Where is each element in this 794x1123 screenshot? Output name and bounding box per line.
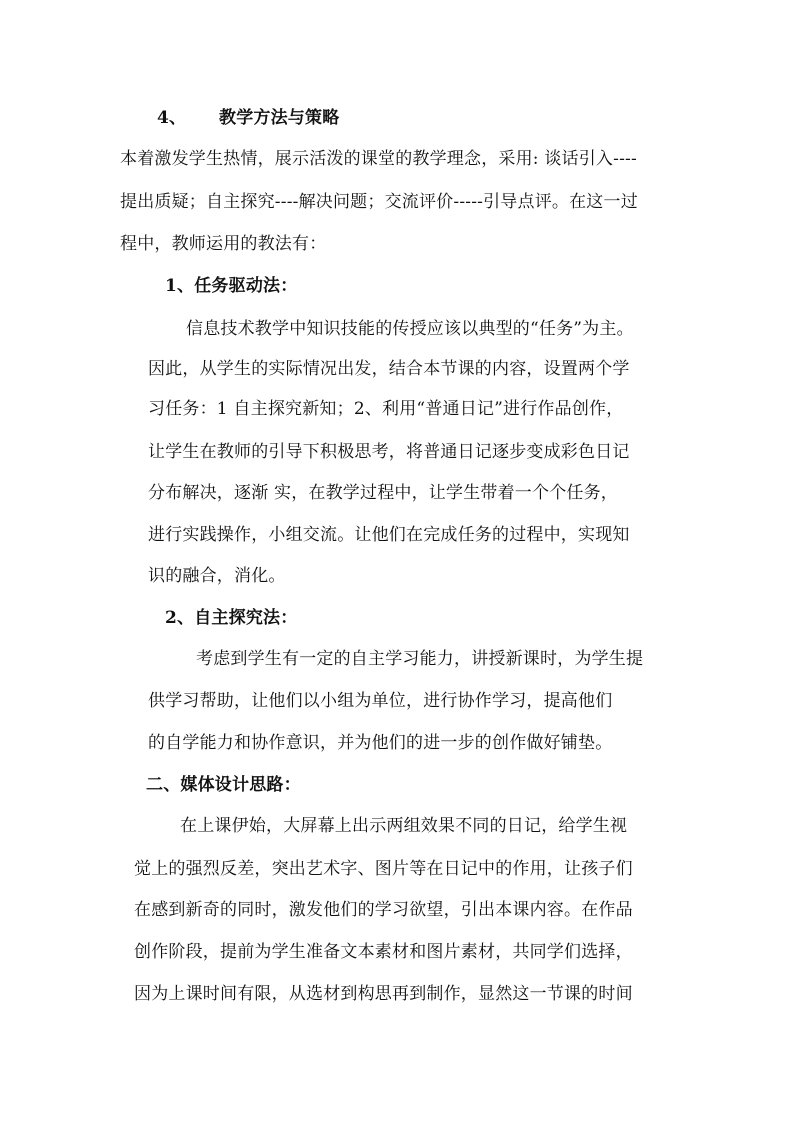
method-2-line-2: 供学习帮助，让他们以小组为单位，进行协作学习，提高他们 bbox=[148, 691, 613, 711]
media-line-4: 创作阶段，提前为学生准备文本素材和图片素材，共同学们选择， bbox=[134, 942, 633, 962]
intro-line-1: 本着激发学生热情，展示活泼的课堂的教学理念，采用: 谈话引入---- bbox=[120, 149, 637, 169]
media-line-3: 在感到新奇的同时，激发他们的学习欲望，引出本课内容。在作品 bbox=[134, 900, 633, 920]
method-1-line-4: 让学生在教师的引导下积极思考，将普通日记逐步变成彩色日记 bbox=[148, 442, 630, 462]
method-1-line-5: 分布解决，逐渐 实，在教学过程中，让学生带着一个个任务， bbox=[148, 483, 619, 503]
method-1-line-1: 信息技术教学中知识技能的传授应该以典型的“任务”为主。 bbox=[186, 319, 634, 339]
media-line-2: 觉上的强烈反差，突出艺术字、图片等在日记中的作用，让孩子们 bbox=[134, 859, 633, 879]
intro-line-3: 程中，教师运用的教法有： bbox=[120, 234, 327, 254]
media-line-1: 在上课伊始，大屏幕上出示两组效果不同的日记，给学生视 bbox=[180, 816, 628, 836]
media-line-5: 因为上课时间有限，从选材到构思再到制作，显然这一节课的时间 bbox=[134, 984, 633, 1004]
method-1-title: 1、任务驱动法： bbox=[165, 276, 298, 296]
method-1-line-3: 习任务：1 自主探究新知；2、利用“普通日记”进行作品创作， bbox=[148, 399, 624, 419]
section-4-number: 4、 bbox=[157, 108, 187, 128]
intro-line-2: 提出质疑；自主探究----解决问题；交流评价-----引导点评。在这一过 bbox=[120, 192, 638, 212]
method-1-line-2: 因此，从学生的实际情况出发，结合本节课的内容，设置两个学 bbox=[148, 359, 630, 379]
media-section-title: 二、媒体设计思路： bbox=[146, 775, 301, 795]
method-2-line-3: 的自学能力和协作意识，并为他们的进一步的创作做好铺垫。 bbox=[148, 733, 613, 753]
method-2-title: 2、自主探究法： bbox=[165, 608, 298, 628]
section-4-heading bbox=[157, 107, 339, 129]
section-4-title: 教学方法与策略 bbox=[219, 108, 340, 128]
method-1-line-6: 进行实践操作，小组交流。让他们在完成任务的过程中，实现知 bbox=[148, 525, 630, 545]
method-2-line-1: 考虑到学生有一定的自主学习能力，讲授新课时，为学生提 bbox=[196, 649, 644, 669]
method-1-line-7: 识的融合，消化。 bbox=[148, 566, 286, 586]
